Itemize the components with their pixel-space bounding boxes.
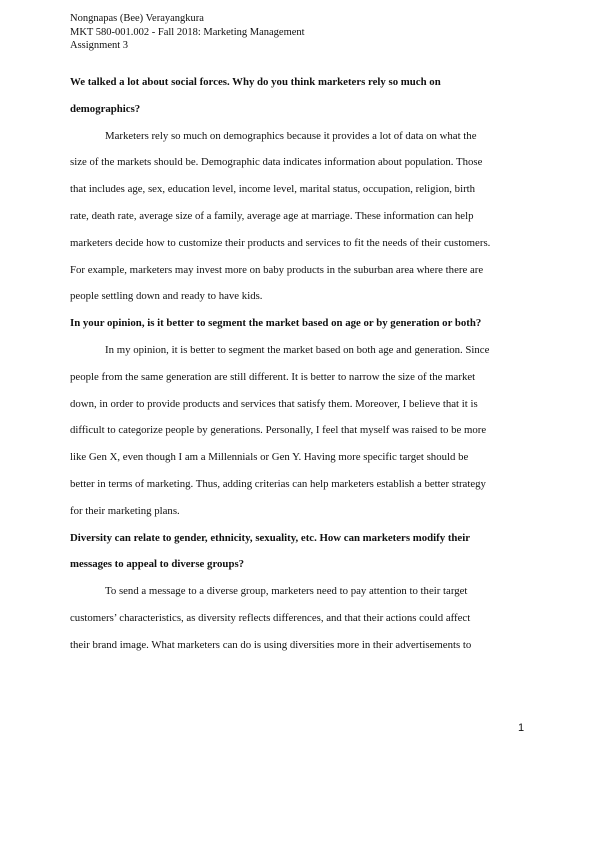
answer-line: like Gen X, even though I am a Millennials or Gen Y. Having more specific target should be: [70, 451, 469, 464]
question-line: messages to appeal to diverse groups?: [70, 558, 245, 571]
answer-line: people settling down and ready to have kids.: [70, 290, 263, 303]
answer-line: customers’ characteristics, as diversity reflects differences, and that their actions could affect: [70, 611, 471, 624]
section-segmentation: [70, 310, 526, 524]
answer-line: size of the markets should be. Demographic data indicates information about population. Those: [70, 156, 483, 169]
document-body: [70, 69, 526, 659]
author-name: Nongnapas (Bee) Verayangkura: [70, 13, 204, 24]
answer-line: people from the same generation are still different. It is better to narrow the size of the market: [70, 370, 476, 383]
question-line: demographics?: [70, 102, 141, 115]
document-header: [70, 12, 305, 53]
answer-line: their brand image. What marketers can do is using diversities more in their advertisements to: [70, 638, 472, 651]
answer-line: Marketers rely so much on demographics because it provides a lot of data on what the: [105, 129, 477, 142]
section-diversity: [70, 525, 526, 659]
answer-line: rate, death rate, average size of a family, average age at marriage. These information can help: [70, 209, 474, 222]
question-line: We talked a lot about social forces. Why do you think marketers rely so much on: [70, 76, 441, 88]
answer-line: better in terms of marketing. Thus, adding criterias can help marketers establish a better strategy: [70, 477, 486, 490]
answer-line: that includes age, sex, education level, income level, marital status, occupation, religion, birth: [70, 183, 476, 196]
answer-line: for their marketing plans.: [70, 504, 180, 517]
answer-line: difficult to categorize people by generations. Personally, I feel that myself was raised to be more: [70, 424, 487, 437]
answer-line: To send a message to a diverse group, marketers need to pay attention to their target: [105, 585, 468, 598]
answer-line: down, in order to provide products and services that satisfy them. Moreover, I believe that it is: [70, 397, 478, 410]
question-line: In your opinion, is it better to segment the market based on age or by generation or both?: [70, 317, 482, 330]
section-demographics: [70, 69, 526, 310]
answer-line: In my opinion, it is better to segment the market based on both age and generation. Since: [105, 343, 490, 356]
answer-line: For example, marketers may invest more on baby products in the suburban area where there are: [70, 263, 484, 276]
answer-line: marketers decide how to customize their products and services to fit the needs of their customers.: [70, 236, 491, 249]
question-line: Diversity can relate to gender, ethnicity, sexuality, etc. How can marketers modify their: [70, 531, 471, 544]
assignment-label: Assignment 3: [70, 40, 129, 51]
course-title: MKT 580-001.002 - Fall 2018: Marketing Management: [70, 26, 305, 38]
page-number: 1: [518, 722, 525, 734]
